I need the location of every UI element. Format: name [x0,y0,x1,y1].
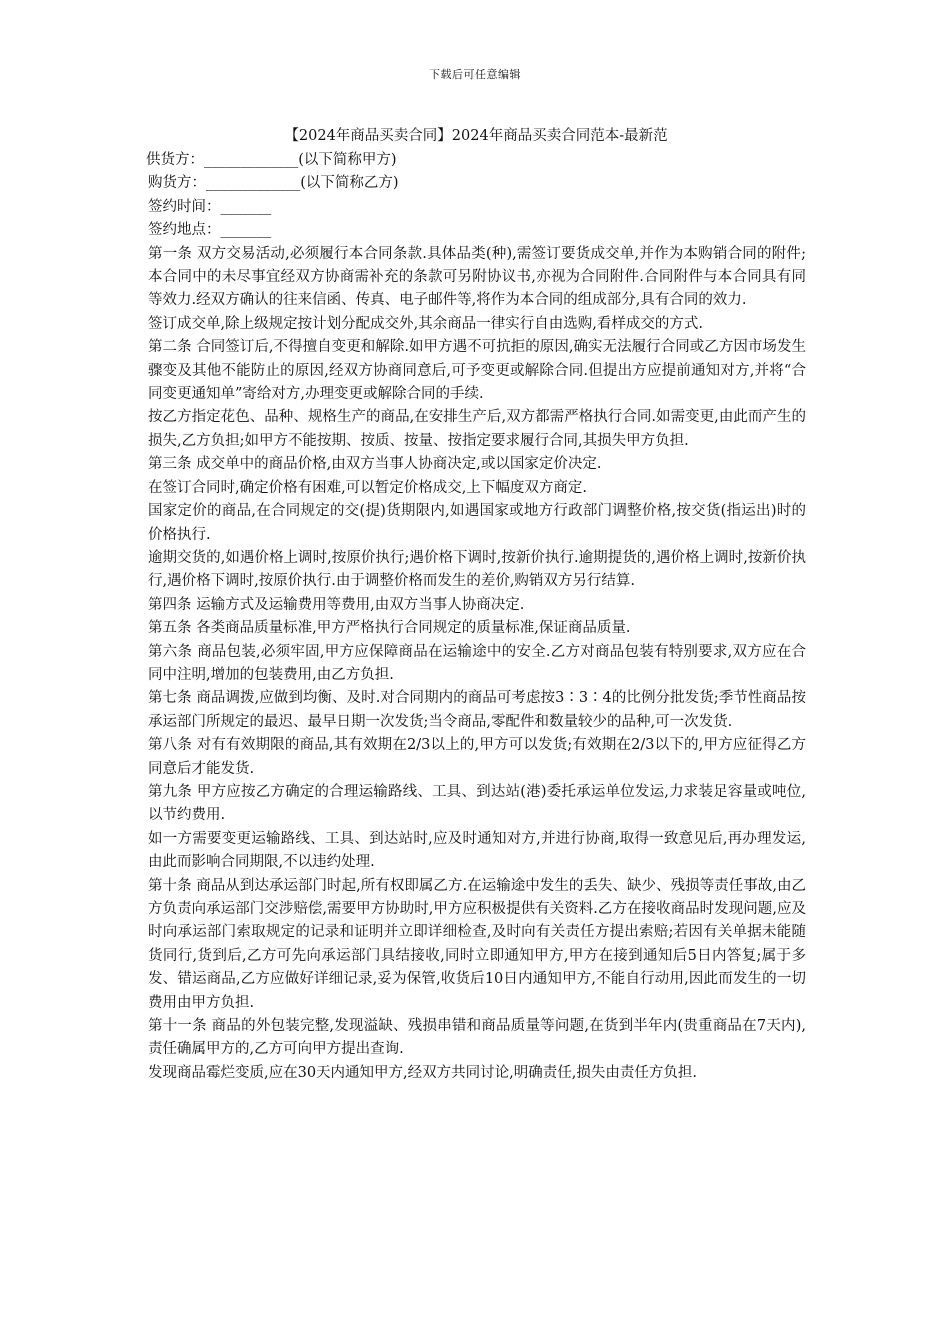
clause-paragraph: 第六条 商品包装,必须牢固,甲方应保障商品在运输途中的安全.乙方对商品包装有特别要求,双方应在合同中注明,增加的包装费用,由乙方负担. [148,643,806,683]
clause-paragraph: 签订成交单,除上级规定按计划分配成交外,其余商品一律实行自由选购,看样成交的方式. [148,315,703,332]
clause-paragraph: 如一方需要变更运输路线、工具、到达站时,应及时通知对方,并进行协商,取得一致意见后,再办理发运,由此而影响合同期限,不以违约处理. [148,830,806,871]
clause-paragraph: 第十条 商品从到达承运部门时起,所有权即属乙方.在运输途中发生的丢失、缺少、残损等责任事故,由乙方负责向承运部门交涉赔偿,需要甲方协助时,甲方应积极提供有关资料.乙方在接收商品时发现问题,应及时向承运部门索取规定的记录和证明并立即详细检查,及时向有关责任方提出索赔;若因有关单据未能随货同行,货到后,乙方可先向承运部门具结接收,同时立即通知甲方,甲方在接到通知后5日内答复;属于多发、错运商品,乙方应做好详细记录,妥为保管,收货后10日内通知甲方,不能自行动用,因此而发生的一切费用由甲方负担. [148,877,806,1011]
clause-paragraph: 发现商品霉烂变质,应在30天内通知甲方,经双方共同讨论,明确责任,损失由责任方负担. [148,1064,697,1081]
clause-paragraph: 国家定价的商品,在合同规定的交(提)货期限内,如遇国家或地方行政部门调整价格,按交货(指运出)时的价格执行. [148,503,806,543]
clause-paragraph: 逾期交货的,如遇价格上调时,按原价执行;遇价格下调时,按新价执行.逾期提货的,遇价格上调时,按新价执行,遇价格下调时,按原价执行.由于调整价格而发生的差价,购销双方另行结算. [148,549,806,590]
clause-paragraph: 第五条 各类商品质量标准,甲方严格执行合同规定的质量标准,保证商品质量. [148,620,631,637]
buyer-line: 购货方：_____________(以下简称乙方) [148,175,399,192]
document-title: 【2024年商品买卖合同】2024年商品买卖合同范本-最新范 [284,128,668,144]
clause-paragraph: 第二条 合同签订后,不得擅自变更和解除.如甲方遇不可抗拒的原因,确实无法履行合同或乙方因市场发生骤变及其他不能防止的原因,经双方协商同意后,可予变更或解除合同.但提出方应提前通知对方,并将“合同变更通知单”寄给对方,办理变更或解除合同的手续. [148,339,806,403]
supplier-line: 供货方：_____________(以下简称甲方) [146,152,397,168]
document-body [146,149,806,1085]
clause-paragraph: 按乙方指定花色、品种、规格生产的商品,在安排生产后,双方都需严格执行合同.如需变更,由此而产生的损失,乙方负担;如甲方不能按期、按质、按量、按指定要求履行合同,其损失甲方负担. [148,409,806,449]
clause-paragraph: 第七条 商品调拨,应做到均衡、及时.对合同期内的商品可考虑按3∶3∶4的比例分批发货;季节性商品按承运部门所规定的最迟、最早日期一次发货;当令商品,零配件和数量较少的品种,可一次发货. [148,690,806,730]
sign-time-line: 签约时间：_______ [148,198,272,215]
clause-paragraph: 第三条 成交单中的商品价格,由双方当事人协商决定,或以国家定价决定. [148,456,602,473]
sign-place-line: 签约地点：_______ [148,222,272,239]
clause-paragraph: 第十一条 商品的外包装完整,发现溢缺、残损串错和商品质量等问题,在货到半年内(贵重商品在7天内),责任确属甲方的,乙方可向甲方提出查询. [148,1018,806,1058]
clause-paragraph: 第九条 甲方应按乙方确定的合理运输路线、工具、到达站(港)委托承运单位发运,力求装足容量或吨位,以节约费用. [148,783,806,824]
clause-paragraph: 第四条 运输方式及运输费用等费用,由双方当事人协商决定. [148,596,525,613]
clause-paragraph: 第八条 对有有效期限的商品,其有效期在2/3以上的,甲方可以发货;有效期在2/3以下的,甲方应征得乙方同意后才能发货. [148,737,806,777]
clause-paragraph: 在签订合同时,确定价格有困难,可以暂定价格成交,上下幅度双方商定. [148,479,587,496]
clause-paragraph: 第一条 双方交易活动,必须履行本合同条款.具体品类(种),需签订要货成交单,并作为本购销合同的附件;本合同中的未尽事宜经双方协商需补充的条款可另附协议书,亦视为合同附件.合同附件与本合同具有同等效力.经双方确认的往来信函、传真、电子邮件等,将作为本合同的组成部分,具有合同的效力. [148,245,806,309]
header-note: 下载后可任意编辑 [429,68,521,81]
